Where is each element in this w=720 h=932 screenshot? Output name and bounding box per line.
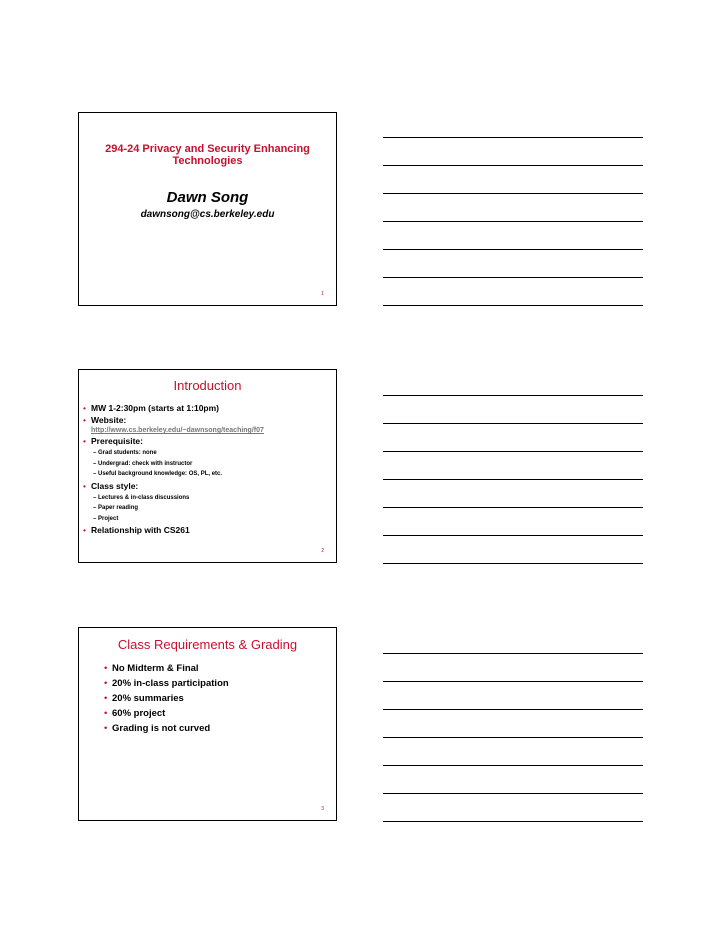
note-line <box>383 277 643 278</box>
slide-1 <box>78 112 337 306</box>
slide-number: 3 <box>321 806 324 812</box>
note-line <box>383 737 643 738</box>
slide-number: 2 <box>321 548 324 554</box>
sub-item-text: Lectures & in-class discussions <box>98 494 190 501</box>
sub-item: – Paper reading <box>93 505 139 511</box>
sub-list <box>91 448 326 480</box>
bullet-icon: • <box>104 663 108 674</box>
list-item-text: 60% project <box>112 708 166 719</box>
sub-item-text: Undergrad: check with instructor <box>98 460 193 467</box>
list-item <box>83 525 326 536</box>
note-line <box>383 681 643 682</box>
list-item <box>104 676 326 691</box>
bullet-icon: • <box>83 415 86 425</box>
author-name: Dawn Song <box>166 189 249 206</box>
list-item-text: 20% summaries <box>112 693 184 704</box>
note-line <box>383 221 643 222</box>
bullet-list <box>104 661 326 736</box>
sub-list <box>91 493 326 525</box>
sub-item-text: Grad students: none <box>98 450 157 456</box>
list-item <box>83 403 326 414</box>
slide-title: Introduction <box>173 378 242 393</box>
sub-item: – Project <box>93 515 119 522</box>
slide-number: 1 <box>321 291 324 297</box>
list-item-text: 20% in-class participation <box>112 678 229 689</box>
note-line <box>383 821 643 822</box>
note-line <box>383 793 643 794</box>
sub-item-text: Paper reading <box>98 505 139 511</box>
prereq-label: Prerequisite: <box>91 436 143 446</box>
sub-item: – Undergrad: check with instructor <box>93 460 193 467</box>
course-title: 294-24 Privacy and Security Enhancing Technologies <box>105 143 310 167</box>
sub-item-text: Useful background knowledge: OS, PL, etc. <box>98 471 223 477</box>
list-item-text: No Midterm & Final <box>112 663 199 674</box>
note-line <box>383 479 643 480</box>
list-item <box>104 691 326 706</box>
slide-2 <box>78 369 337 563</box>
list-item <box>83 480 326 525</box>
note-line <box>383 137 643 138</box>
list-item <box>104 721 326 736</box>
sub-item: – Lectures & in-class discussions <box>93 494 190 501</box>
note-line <box>383 305 643 306</box>
bullet-icon: • <box>83 480 86 491</box>
bullet-list <box>83 403 326 537</box>
note-line <box>383 249 643 250</box>
note-line <box>383 653 643 654</box>
note-line <box>383 451 643 452</box>
note-line <box>383 535 643 536</box>
bullet-icon: • <box>104 693 108 704</box>
list-item <box>104 661 326 676</box>
list-item-text: Grading is not curved <box>112 723 211 734</box>
note-line <box>383 709 643 710</box>
schedule-text: MW 1-2:30pm (starts at 1:10pm) <box>91 403 220 413</box>
sub-item-text: Project <box>98 515 119 522</box>
website-label: Website: <box>91 415 127 425</box>
list-item <box>83 436 326 480</box>
bullet-icon: • <box>104 678 108 689</box>
website-link[interactable]: http://www.cs.berkeley.edu/~dawnsong/teaching/f07 <box>91 427 264 434</box>
author-email: dawnsong@cs.berkeley.edu <box>140 209 275 220</box>
slide-3 <box>78 627 337 821</box>
list-item <box>83 415 326 435</box>
bullet-icon: • <box>83 436 86 446</box>
note-line <box>383 193 643 194</box>
note-line <box>383 423 643 424</box>
relationship-text: Relationship with CS261 <box>91 525 190 535</box>
bullet-icon: • <box>104 708 108 719</box>
note-line <box>383 507 643 508</box>
note-line <box>383 165 643 166</box>
sub-item: – Useful background knowledge: OS, PL, etc. <box>93 471 223 477</box>
slide-title: Class Requirements & Grading <box>117 637 298 652</box>
note-line <box>383 563 643 564</box>
note-line <box>383 395 643 396</box>
bullet-icon: • <box>83 403 86 413</box>
bullet-icon: • <box>83 525 86 535</box>
sub-item: – Grad students: none <box>93 450 157 456</box>
list-item <box>104 706 326 721</box>
bullet-icon: • <box>104 723 108 734</box>
style-label: Class style: <box>91 480 139 491</box>
note-line <box>383 765 643 766</box>
